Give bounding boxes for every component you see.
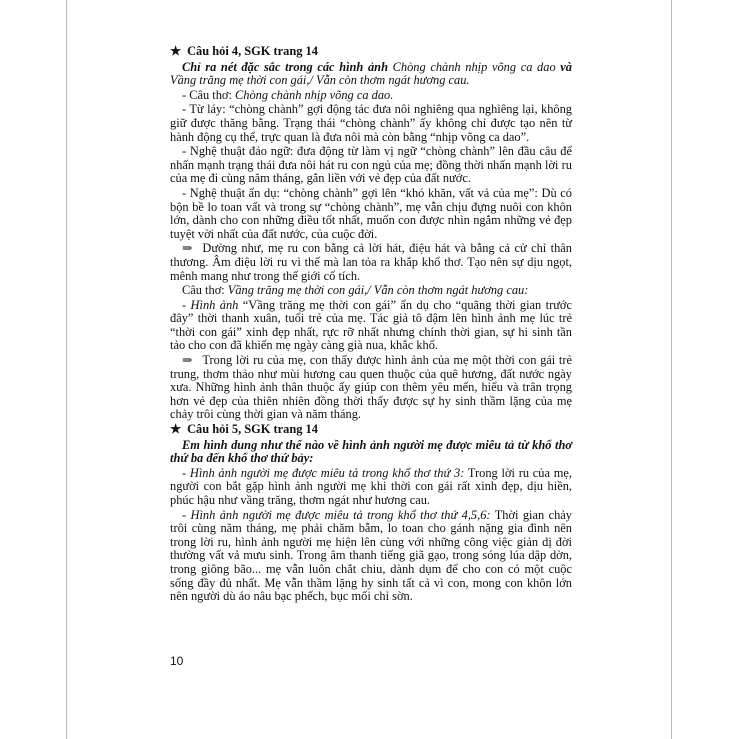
q5-paragraph-2 (170, 509, 572, 604)
line-1-lead: - Câu thơ: (182, 87, 236, 102)
q5-paragraph-1 (170, 467, 572, 508)
star-icon: ★ (170, 422, 182, 437)
line-1-quote: Chòng chành nhịp võng ca dao. (235, 87, 394, 102)
question-4-heading (170, 45, 572, 59)
question-5-title: Câu hỏi 5, SGK trang 14 (187, 422, 318, 437)
paragraph-4-text: Dường như, mẹ ru con bằng cả lời hát, điệu hát và bằng cả cử chỉ thân thương. Âm điệu lời ru vì thế mà lan tỏa ra khắp khổ thơ. Tạo nên sự dịu ngọt, mênh mang như trong thế giới cổ tích. (170, 241, 572, 283)
arrow-icon: ⇒ (182, 353, 193, 368)
prompt-mid: và (555, 59, 572, 74)
line-2-quote: Vầng trăng mẹ thời con gái,/ Vẫn còn thơm ngát hương cau: (227, 283, 529, 298)
q5-paragraph-1-lead: - Hình ảnh người mẹ được miêu tả trong khổ thơ thứ 3: (182, 465, 465, 480)
line-2-lead: Câu thơ: (182, 283, 228, 298)
paragraph-5-text: “Vầng trăng mẹ thời con gái” ẩn dụ cho “quãng thời gian trước đây” thời thanh xuân, tuổi trẻ của mẹ. Tác giả tô đậm lên hình ảnh mẹ lúc trẻ “thời con gái” xinh đẹp nhất, rực rỡ nhất nhưng chính thời gian, sự hi sinh tần tảo cho con đã khiến mẹ ngày càng già nua, khắc khổ. (170, 297, 572, 353)
q5-paragraph-1-text: Trong lời ru của mẹ, người con bắt gặp hình ảnh người mẹ khi thời con gái rất xinh đẹp, dịu hiền, phúc hậu như vầng trăng, thơm ngát như hương cau. (170, 465, 572, 507)
prompt-lead: Chỉ ra nét đặc sắc trong các hình ảnh (182, 59, 393, 74)
page-content (170, 45, 572, 605)
paragraph-6-text: Trong lời ru của mẹ, con thấy được hình ảnh của mẹ một thời con gái trẻ trung, thơm thảo như mùi hương cau quen thuộc của quê hương, đất nước ngày xưa. Những hình ảnh thân thuộc ấy giúp con thêm yêu mến, hiểu và trân trọng hơn vẻ đẹp của thiên nhiên đồng thời thấy được sự hy sinh thầm lặng của mẹ chảy trôi cùng thời gian và năm tháng. (170, 353, 572, 422)
line-2 (170, 284, 572, 298)
prompt-quote: Chòng chành nhịp võng ca dao (392, 59, 556, 74)
arrow-icon: ⇒ (182, 241, 193, 256)
q5-paragraph-2-text: Thời gian chảy trôi cùng năm tháng, mẹ phải chăm bẵm, lo toan cho gánh nặng gia đình nên trong lời ru, hình ảnh người mẹ hiện lên cùng với những công việc giản dị đời thường vất vả mưu sinh. Trong âm thanh tiếng giã gạo, trong sóng lúa dập dờn, trong giông bão... mẹ vẫn luôn chắt chiu, dành dụm để cho con có một cuộc sống đầy đủ nhất. Mẹ vẫn thầm lặng hy sinh tất cả vì con, mong con khôn lớn nên người dù áo nâu bạc phếch, bục mối chỉ sờn. (170, 507, 572, 604)
question-4-prompt (170, 61, 572, 88)
paragraph-4 (170, 242, 572, 283)
paragraph-6 (170, 354, 572, 422)
question-4-title: Câu hỏi 4, SGK trang 14 (187, 44, 318, 58)
line-1 (170, 89, 572, 103)
paragraph-3: - Nghệ thuật ẩn dụ: “chòng chành” gợi lên “khó khăn, vất vả của mẹ”: Dù có bộn bề lo toan vất và trong sự “chòng chành”, mẹ vẫn chịu đựng nuôi con khôn lớn, dành cho con những điều tốt nhất, muốn con được nhìn ngắm những vẻ đẹp tuyệt vời nhất của đất nước, của cuộc đời. (170, 185, 572, 241)
q5-paragraph-2-lead: - Hình ảnh người mẹ được miêu tả trong khổ thơ thứ 4,5,6: (182, 507, 491, 522)
paragraph-2: - Nghệ thuật đảo ngữ: đưa động từ làm vị ngữ “chòng chành” lên đầu câu để nhấn mạnh trạng thái đưa nôi hát ru con ngủ của mẹ; đồng thời nhấn mạnh lời ru của mẹ đi cùng năm tháng, gắn liền với vẻ đẹp của đất nước. (170, 144, 572, 186)
question-5-prompt: Em hình dung như thế nào về hình ảnh người mẹ được miêu tả từ khổ thơ thứ ba đến khổ thơ thứ bảy: (170, 437, 572, 466)
page-number: 10 (170, 654, 184, 668)
star-icon: ★ (170, 44, 182, 58)
paragraph-1: - Từ láy: “chòng chành” gợi động tác đưa nôi nghiêng qua nghiêng lại, không giữ được thăng bằng. Trạng thái “chòng chành” ấy không chỉ được tạo nên từ hành động cụ thể, trực quan là đưa nôi mà còn bằng “nhịp võng ca dao”. (170, 102, 572, 144)
prompt-quote-2: Vầng trăng mẹ thời con gái,/ Vẫn còn thơm ngát hương cau. (170, 73, 470, 88)
paragraph-5-lead: - Hình ảnh (182, 297, 243, 312)
paragraph-5 (170, 299, 572, 353)
question-5-heading (170, 423, 572, 437)
